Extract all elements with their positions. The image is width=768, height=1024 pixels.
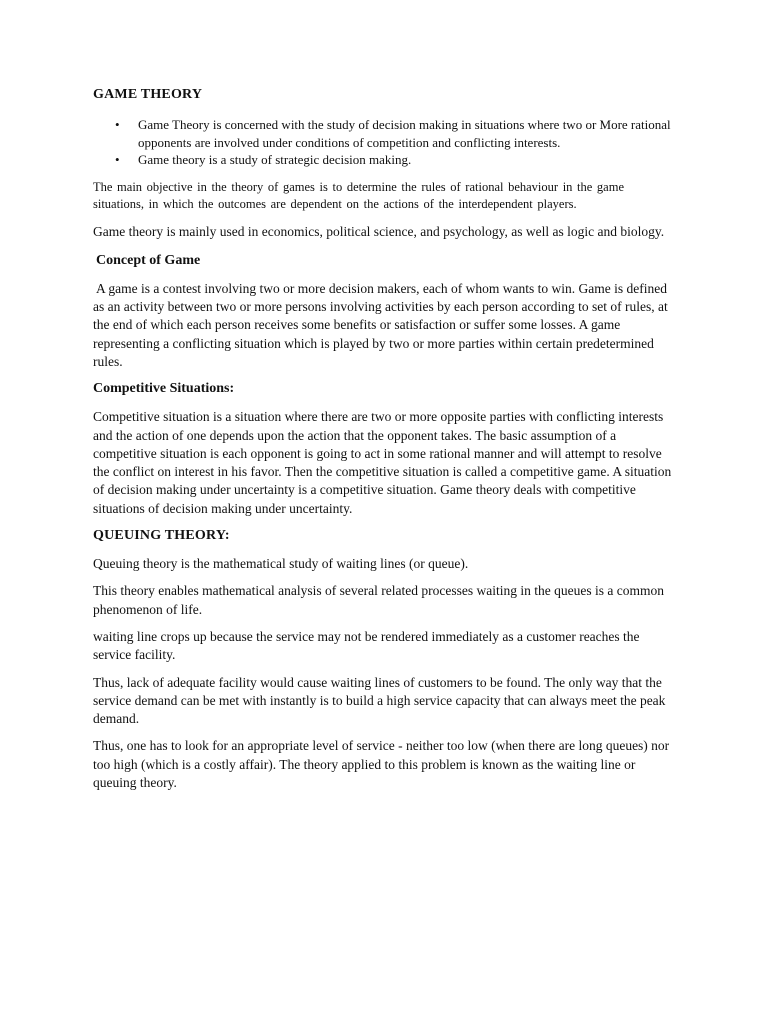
paragraph-queuing-analysis: This theory enables mathematical analysis of several related processes waiting in the queues is a common phenomenon of life.	[93, 583, 664, 617]
paragraph-service-level: Thus, one has to look for an appropriate level of service - neither too low (when there are long queues) nor too high (which is a costly affair). The theory applied to this problem is known as the waiting line or queuing theory.	[93, 738, 670, 791]
bullet-icon: •	[115, 117, 120, 132]
heading-game-theory: GAME THEORY	[93, 87, 203, 102]
document-page	[93, 86, 675, 801]
paragraph-adequate-facility: Thus, lack of adequate facility would cause waiting lines of customers to be found. The only way that the service demand can be met with instantly is to build a high service capacity that can always meet the peak demand.	[93, 674, 666, 727]
heading-queuing-theory: QUEUING THEORY:	[93, 528, 230, 544]
paragraph-game-theory-uses: Game theory is mainly used in economics, political science, and psychology, as well as logic and biology.	[93, 223, 665, 239]
heading-concept-of-game: Concept of Game	[96, 252, 201, 268]
bullet-text: Game Theory is concerned with the study of decision making in situations where two or More rational opponents are involved under conditions of competition and conflicting interests.	[138, 117, 671, 150]
bullet-item	[93, 116, 675, 151]
bullet-text: Game theory is a study of strategic decision making.	[138, 152, 412, 167]
paragraph-concept-of-game: A game is a contest involving two or more decision makers, each of whom wants to win. Game is defined as an activity between two or more persons involving activities by each person according to set of rules, at the end of which each person receives some benefits or satisfaction or suffer some losses. A game representing a conflicting situation which is played by two or more parties within certain predetermined rules.	[93, 280, 668, 369]
heading-competitive-situations: Competitive Situations:	[93, 381, 235, 397]
bullet-item	[93, 151, 675, 169]
bullet-icon: •	[115, 152, 120, 167]
paragraph-competitive-situations: Competitive situation is a situation where there are two or more opposite parties with conflicting interests and the action of one depends upon the action that the opponent takes. The basic assumption of a competitive situation is each opponent is going to act in some rational manner and will attempt to resolve the conflict on interest in his favor. Then the competitive situation is called a competitive game. A situation of decision making under uncertainty is a competitive situation. Game theory deals with competitive situations of decision making under uncertainty.	[93, 409, 672, 516]
paragraph-queuing-definition: Queuing theory is the mathematical study of waiting lines (or queue).	[93, 556, 469, 572]
paragraph-waiting-line: waiting line crops up because the service may not be rendered immediately as a customer reaches the service facility.	[93, 628, 640, 663]
paragraph-main-objective: The main objective in the theory of games is to determine the rules of rational behaviour in the game situations, in which the outcomes are dependent on the actions of the interdependent players.	[93, 179, 625, 211]
game-theory-bullet-list	[93, 116, 675, 169]
